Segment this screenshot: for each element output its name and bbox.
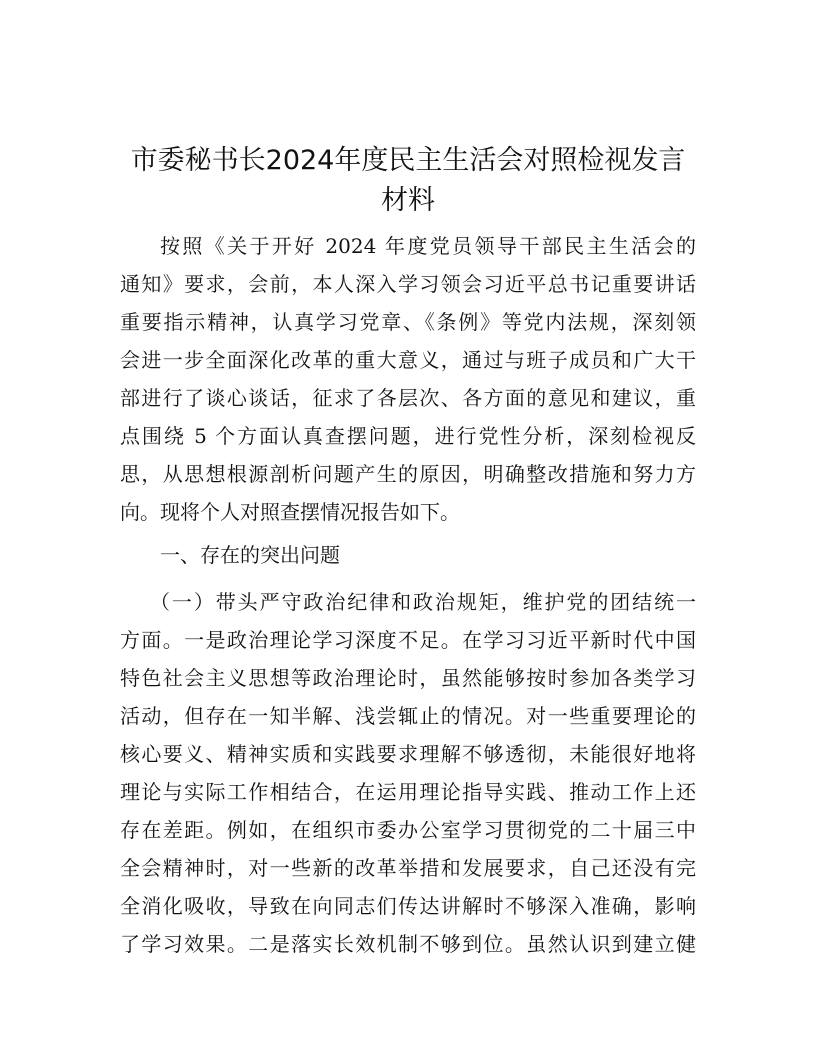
body-paragraph-line: 了学习效果。二是落实长效机制不够到位。虽然认识到建立健 [120,932,696,956]
body-paragraph-line: 理论与实际工作相结合，在运用理论指导实践、推动工作上还 [120,780,696,804]
body-paragraph-line: 特色社会主义思想等政治理论时，虽然能够按时参加各类学习 [120,666,696,690]
intro-paragraph-line: 重要指示精神，认真学习党章、《条例》等党内法规，深刻领 [120,310,696,334]
intro-paragraph-line: 通知》要求，会前，本人深入学习领会习近平总书记重要讲话 [120,272,696,296]
body-paragraph-line: 全会精神时，对一些新的改革举措和发展要求，自己还没有完 [120,856,696,880]
intro-paragraph-line: 点围绕 5 个方面认真查摆问题，进行党性分析，深刻检视反 [120,424,696,448]
body-paragraph-line: 方面。一是政治理论学习深度不足。在学习习近平新时代中国 [120,628,696,652]
intro-paragraph-line: 向。现将个人对照查摆情况报告如下。 [120,500,460,524]
body-paragraph-line: 核心要义、精神实质和实践要求理解不够透彻，未能很好地将 [120,742,696,766]
intro-paragraph-line: 会进一步全面深化改革的重大意义，通过与班子成员和广大干 [120,348,696,372]
intro-paragraph-line: 思，从思想根源剖析问题产生的原因，明确整改措施和努力方 [120,462,696,486]
body-paragraph-line: 存在差距。例如，在组织市委办公室学习贯彻党的二十届三中 [120,818,696,842]
body-paragraph-line: 活动，但存在一知半解、浅尝辄止的情况。对一些重要理论的 [120,704,696,728]
document-title-line-2: 材料 [381,185,435,216]
section-heading: 一、存在的突出问题 [160,543,340,567]
intro-paragraph-line: 按照《关于开好 2024 年度党员领导干部民主生活会的 [160,234,696,258]
intro-paragraph-line: 部进行了谈心谈话，征求了各层次、各方面的意见和建议，重 [120,386,696,410]
body-paragraph-line: 全消化吸收，导致在向同志们传达讲解时不够深入准确，影响 [120,894,696,918]
document-title-line-1: 市委秘书长2024年度民主生活会对照检视发言 [130,145,686,176]
body-paragraph-line: （一）带头严守政治纪律和政治规矩，维护党的团结统一 [150,590,696,614]
